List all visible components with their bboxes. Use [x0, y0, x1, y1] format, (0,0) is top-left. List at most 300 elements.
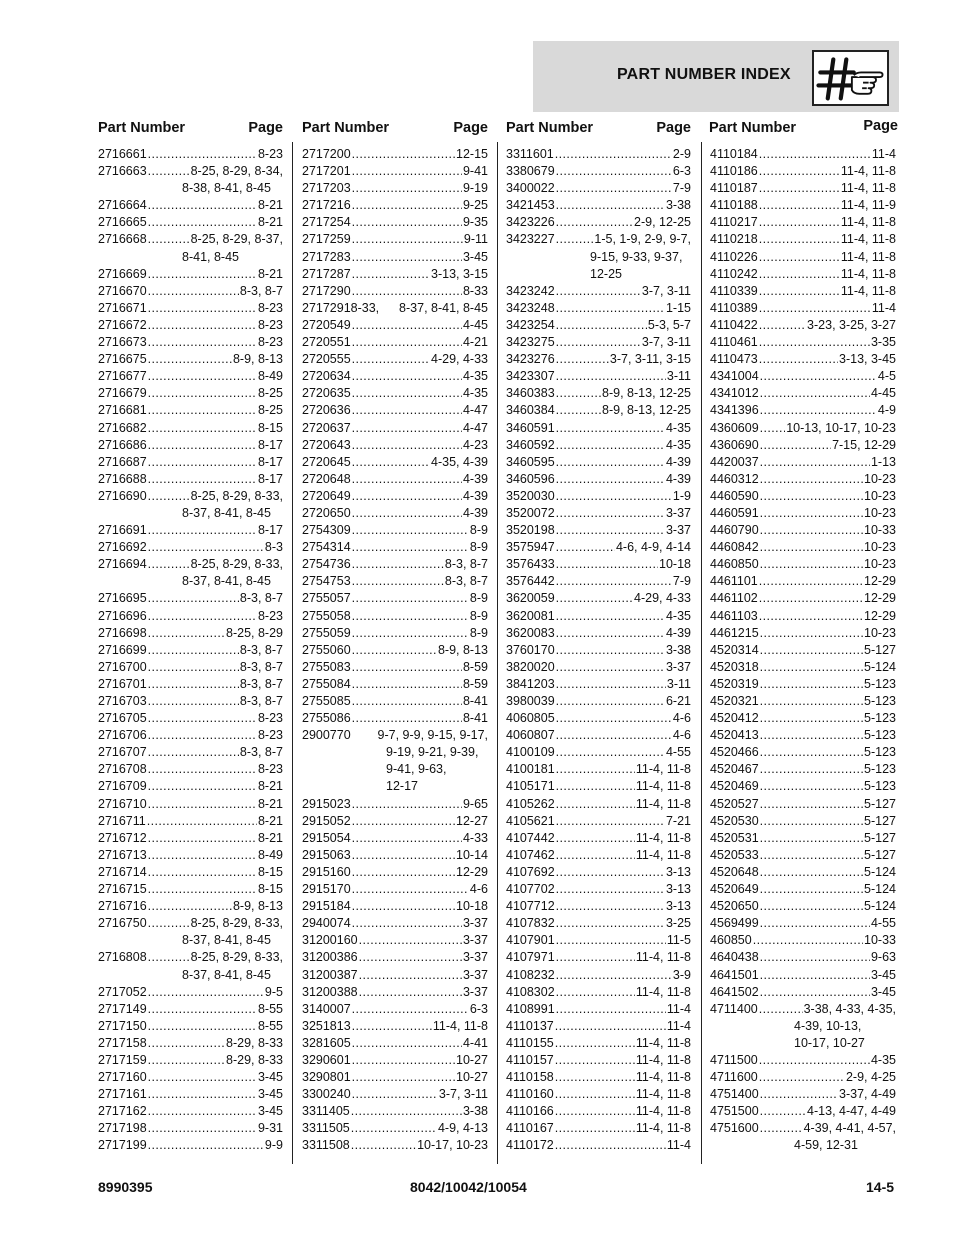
page-references: 8-21 — [257, 266, 283, 281]
index-entry — [506, 573, 691, 590]
index-entry — [506, 710, 691, 727]
index-entry — [506, 676, 691, 693]
page-references: 11-4 — [666, 1138, 691, 1153]
page-references: 8-25, 8-29, 8-33, — [190, 916, 283, 931]
index-entry-line — [710, 146, 896, 163]
dot-leader — [556, 915, 665, 932]
page-references: 8-9, 8-13 — [437, 642, 488, 657]
page-references: 8-49 — [257, 369, 283, 384]
part-number: 2717150 — [98, 1018, 147, 1033]
page-references: 8-23 — [257, 762, 283, 777]
part-number: 4520527 — [710, 796, 759, 811]
dot-leader — [760, 830, 863, 847]
index-entry — [710, 744, 896, 761]
page-references: 8-23 — [257, 711, 283, 726]
page-references: 4-41 — [462, 1035, 488, 1050]
page-references: 10-27 — [456, 1052, 488, 1067]
index-entry — [98, 556, 283, 590]
page-references-continued: 9-19, 9-21, 9-39, — [386, 745, 479, 760]
dot-leader — [148, 727, 257, 744]
index-entry — [710, 266, 896, 283]
part-number: 2716669 — [98, 266, 147, 281]
index-entry — [506, 778, 691, 795]
index-entry-line — [506, 1018, 691, 1035]
page-references: 4-55 — [870, 916, 896, 931]
part-number: 3460595 — [506, 454, 555, 469]
part-number: 4520318 — [710, 659, 759, 674]
index-entry — [98, 608, 283, 625]
index-entry-line — [710, 693, 896, 710]
index-entry — [506, 898, 691, 915]
part-number: 4520319 — [710, 676, 759, 691]
index-entry — [98, 368, 283, 385]
page-references: 5-127 — [864, 830, 896, 845]
footer-doc-number: 8990395 — [98, 1179, 153, 1195]
part-number: 3460591 — [506, 420, 555, 435]
index-entry — [98, 761, 283, 778]
page-references: 8-23 — [257, 608, 283, 623]
page-heading: Page — [863, 118, 898, 134]
dot-leader — [148, 949, 190, 966]
dot-leader — [351, 1137, 416, 1154]
part-number: 4107832 — [506, 916, 555, 931]
page-references: 11-4, 11-9 — [840, 198, 896, 213]
page-references: 5-123 — [864, 728, 896, 743]
index-entry-line — [506, 676, 691, 693]
page-references: 11-4, 11-8 — [635, 1121, 691, 1136]
part-number: 31200386 — [302, 950, 358, 965]
dot-leader — [148, 659, 239, 676]
index-entry — [506, 300, 691, 317]
page-references: 8-25, 8-29 — [226, 625, 283, 640]
part-number: 2720634 — [302, 369, 351, 384]
dot-leader — [759, 317, 806, 334]
index-entry-line — [98, 1001, 283, 1018]
page-references: 4-45 — [462, 317, 488, 332]
index-entry-line — [98, 659, 283, 676]
part-number: 2717160 — [98, 1070, 147, 1085]
index-entry — [302, 984, 488, 1001]
entry-list — [98, 146, 283, 1155]
dot-leader — [352, 522, 469, 539]
part-number: 4110158 — [506, 1070, 554, 1085]
index-entry — [710, 231, 896, 248]
index-entry — [710, 163, 896, 180]
part-number: 2940074 — [302, 916, 351, 931]
index-entry-line — [506, 898, 691, 915]
dot-leader — [352, 864, 455, 881]
page-references: 5-127 — [864, 642, 896, 657]
dot-leader — [760, 967, 870, 984]
page-references: 8-41 — [462, 711, 488, 726]
part-number: 2716713 — [98, 847, 147, 862]
index-entry-line — [302, 608, 488, 625]
part-number: 4520530 — [710, 813, 759, 828]
index-entry-line — [302, 1120, 488, 1137]
index-entry — [98, 710, 283, 727]
index-entry — [302, 488, 488, 505]
page-references: 4-35 — [870, 1052, 896, 1067]
page-references: 4-35 — [462, 386, 488, 401]
index-entry-line — [98, 420, 283, 437]
index-entry — [98, 539, 283, 556]
index-entry — [98, 847, 283, 864]
page-references: 8-25, 8-29, 8-33, — [190, 488, 283, 503]
page-references: 5-127 — [864, 847, 896, 862]
index-entry-line — [710, 351, 896, 368]
page-references: 8-17 — [257, 437, 283, 452]
index-entry-line — [302, 693, 488, 710]
page-references: 3-37 — [665, 523, 691, 538]
index-entry — [98, 1035, 283, 1052]
part-number: 3380679 — [506, 164, 555, 179]
dot-leader — [148, 1103, 257, 1120]
part-number: 2716706 — [98, 728, 147, 743]
dot-leader — [148, 214, 257, 231]
index-entry-line — [506, 710, 691, 727]
index-entry — [710, 249, 896, 266]
part-number: 3311505 — [302, 1121, 350, 1136]
part-number: 2716688 — [98, 471, 147, 486]
dot-leader — [556, 437, 665, 454]
part-number: 2716663 — [98, 164, 147, 179]
part-number: 3423242 — [506, 283, 555, 298]
dot-leader — [760, 368, 877, 385]
index-entry — [506, 505, 691, 522]
dot-leader — [759, 300, 871, 317]
index-entry-line — [302, 1069, 488, 1086]
page-references: 8-3, 8-7 — [239, 676, 283, 691]
index-entry-line — [506, 590, 691, 607]
index-entry-line — [506, 385, 691, 402]
index-entry — [506, 744, 691, 761]
part-number: 2716701 — [98, 676, 147, 691]
index-entry — [506, 437, 691, 454]
dot-leader — [760, 949, 870, 966]
page-references: 11-4, 11-8 — [840, 232, 896, 247]
part-number: 2716714 — [98, 864, 147, 879]
dot-leader — [148, 642, 239, 659]
page-references: 10-33 — [864, 523, 896, 538]
dot-leader — [352, 1035, 462, 1052]
index-entry-line — [506, 967, 691, 984]
index-entry — [710, 727, 896, 744]
page-references: 9-31 — [257, 1121, 283, 1136]
page-references-continued: 8-37, 8-41, 8-45 — [182, 933, 271, 948]
index-entry — [302, 1035, 488, 1052]
index-entry — [710, 864, 896, 881]
part-number: 4420037 — [710, 454, 759, 469]
part-number: 4110217 — [710, 215, 758, 230]
index-entry-line — [710, 967, 896, 984]
index-entry-line — [710, 368, 896, 385]
page-references: 11-4, 11-8 — [635, 1070, 691, 1085]
index-entry-line — [506, 847, 691, 864]
part-number: 2717159 — [98, 1052, 147, 1067]
index-column-4 — [710, 120, 896, 1155]
page-references: 8-9 — [469, 523, 488, 538]
index-entry — [710, 300, 896, 317]
index-entry — [302, 539, 488, 556]
index-entry — [302, 864, 488, 881]
page-references: 4-5 — [877, 369, 896, 384]
footer-page-number: 14-5 — [866, 1179, 895, 1195]
column-header — [302, 120, 488, 146]
column-header — [506, 120, 691, 146]
dot-leader — [556, 539, 615, 556]
index-entry-line — [302, 146, 488, 163]
index-entry — [98, 1018, 283, 1035]
part-number-heading: Part Number — [302, 120, 390, 136]
index-entry-line — [98, 642, 283, 659]
dot-leader — [352, 1052, 455, 1069]
index-entry — [302, 368, 488, 385]
part-number: 2716695 — [98, 591, 147, 606]
page-references-continued: 8-41, 8-45 — [182, 249, 239, 264]
index-entry — [710, 778, 896, 795]
index-entry — [506, 796, 691, 813]
dot-leader — [760, 385, 870, 402]
dot-leader — [352, 351, 430, 368]
index-entry — [302, 1137, 488, 1154]
page-references: 5-124 — [864, 899, 896, 914]
index-entry-line — [98, 231, 283, 248]
index-entry-line — [710, 249, 896, 266]
index-entry-line — [98, 556, 283, 573]
index-entry — [98, 334, 283, 351]
page-references: 9-7, 9-9, 9-15, 9-17, — [377, 728, 488, 743]
part-number: 2720649 — [302, 488, 351, 503]
part-number: 3460596 — [506, 471, 555, 486]
part-number: 4520467 — [710, 762, 759, 777]
page-references: 11-4, 11-8 — [840, 164, 896, 179]
index-entry — [302, 727, 488, 795]
page-references: 3-37 — [462, 916, 488, 931]
part-number: 2754736 — [302, 557, 351, 572]
index-entry — [710, 881, 896, 898]
dot-leader — [760, 813, 863, 830]
dot-leader — [352, 505, 462, 522]
part-number: 2755059 — [302, 625, 351, 640]
index-entry-line — [506, 334, 691, 351]
part-number: 2716694 — [98, 557, 147, 572]
index-entry — [710, 676, 896, 693]
page-references: 8-3, 8-7 — [444, 557, 488, 572]
page-references: 9-35 — [462, 215, 488, 230]
page-references: 2-9, 4-25 — [845, 1070, 896, 1085]
dot-leader — [555, 146, 672, 163]
index-entry — [506, 608, 691, 625]
part-number-heading: Part Number — [506, 120, 594, 136]
page-references: 11-4, 11-8 — [635, 762, 691, 777]
index-entry-line — [98, 744, 283, 761]
index-entry-line — [710, 744, 896, 761]
index-entry-line — [506, 471, 691, 488]
index-entry — [302, 710, 488, 727]
dot-leader — [759, 334, 870, 351]
page-references: 5-123 — [864, 711, 896, 726]
dot-leader — [148, 625, 225, 642]
dot-leader — [352, 317, 462, 334]
index-entry — [506, 949, 691, 966]
index-entry — [506, 932, 691, 949]
part-number: 4520413 — [710, 728, 759, 743]
part-number: 2720650 — [302, 505, 351, 520]
index-entry-line — [710, 437, 896, 454]
part-number: 3620059 — [506, 591, 555, 606]
index-entry — [302, 146, 488, 163]
index-entry — [710, 522, 896, 539]
part-number: 2755083 — [302, 659, 351, 674]
dot-leader — [759, 249, 840, 266]
index-entry — [710, 847, 896, 864]
dot-leader — [352, 402, 462, 419]
index-entry — [506, 471, 691, 488]
dot-leader — [760, 437, 831, 454]
index-entry — [710, 813, 896, 830]
part-number: 2755060 — [302, 642, 351, 657]
part-number: 31200160 — [302, 933, 358, 948]
part-number: 2716709 — [98, 779, 147, 794]
part-number: 3311508 — [302, 1138, 350, 1153]
index-entry-line — [98, 402, 283, 419]
part-number: 2915170 — [302, 882, 351, 897]
part-number: 3311405 — [302, 1104, 350, 1119]
index-entry — [710, 556, 896, 573]
page-references: 8-21 — [257, 215, 283, 230]
part-number: 2720635 — [302, 386, 351, 401]
page-references: 10-23 — [864, 505, 896, 520]
index-entry-line — [302, 283, 488, 300]
part-number: 2915063 — [302, 847, 351, 862]
part-number: 2716712 — [98, 830, 147, 845]
page-references: 4-13, 4-47, 4-49 — [807, 1104, 896, 1119]
index-entry-line — [98, 693, 283, 710]
page-references: 8-3, 8-7 — [239, 745, 283, 760]
index-entry-line — [98, 796, 283, 813]
page-references: 4-33 — [462, 830, 488, 845]
part-number: 4461103 — [710, 608, 758, 623]
part-number: 2755084 — [302, 676, 351, 691]
page-references: 5-123 — [864, 676, 896, 691]
part-number: 4110167 — [506, 1121, 554, 1136]
page-references-continued: 12-25 — [590, 266, 622, 281]
index-entry — [710, 693, 896, 710]
page-references: 4-21 — [462, 335, 488, 350]
part-number: 2755086 — [302, 711, 351, 726]
index-entry-line — [98, 163, 283, 180]
page-references: 3-13 — [665, 882, 691, 897]
page-references: 4-29, 4-33 — [634, 591, 691, 606]
dot-leader — [556, 676, 666, 693]
page-references: 11-4 — [666, 1001, 691, 1016]
index-entry — [98, 266, 283, 283]
index-entry-line — [98, 1035, 283, 1052]
index-entry-line — [302, 334, 488, 351]
index-entry — [98, 1001, 283, 1018]
page-references: 4-35 — [665, 420, 691, 435]
column-divider — [701, 142, 702, 1164]
index-entry-line — [506, 505, 691, 522]
page-references: 5-123 — [864, 779, 896, 794]
page-references: 5-124 — [864, 882, 896, 897]
dot-leader — [148, 1137, 264, 1154]
index-entry-line — [506, 1103, 691, 1120]
page-references: 8-9 — [469, 540, 488, 555]
index-entry-line — [302, 1001, 488, 1018]
page-references: 1-15 — [665, 300, 691, 315]
dot-leader — [148, 146, 257, 163]
index-entry-line — [98, 1086, 283, 1103]
page-references: 9-19 — [462, 181, 488, 196]
index-entry — [506, 163, 691, 180]
dot-leader — [352, 163, 462, 180]
dot-leader — [148, 744, 239, 761]
index-entry-line — [98, 898, 283, 915]
index-entry — [302, 813, 488, 830]
part-number: 2754314 — [302, 540, 351, 555]
part-number: 4107442 — [506, 830, 555, 845]
index-entry-line — [506, 488, 691, 505]
page-references-continued: 12-17 — [386, 779, 418, 794]
page-references: 8-25, 8-29, 8-33, — [190, 950, 283, 965]
dot-leader — [759, 180, 840, 197]
page-references: 11-4, 11-8 — [635, 1052, 691, 1067]
index-entry — [302, 796, 488, 813]
part-number: 2716661 — [98, 147, 147, 161]
dot-leader — [759, 573, 863, 590]
index-entry — [506, 368, 691, 385]
dot-leader — [352, 1001, 469, 1018]
part-number: 2716690 — [98, 488, 147, 503]
page-references: 6-3 — [469, 1001, 488, 1016]
index-column-3 — [506, 120, 691, 1155]
index-entry-line — [506, 454, 691, 471]
index-entry-line — [506, 1069, 691, 1086]
page-references: 10-23 — [864, 488, 896, 503]
part-number: 4108302 — [506, 984, 555, 999]
index-entry — [98, 659, 283, 676]
page-references: 4-39 — [665, 454, 691, 469]
dot-leader — [352, 180, 462, 197]
page-references: 8-25, 8-29, 8-33, — [190, 557, 283, 572]
dot-leader — [556, 864, 665, 881]
page-references: 8-15 — [257, 882, 283, 897]
part-number: 4060807 — [506, 728, 555, 743]
index-entry — [710, 898, 896, 915]
dot-leader — [148, 881, 257, 898]
index-entry — [302, 625, 488, 642]
page-references: 11-4, 11-8 — [840, 215, 896, 230]
index-entry-line — [98, 385, 283, 402]
index-entry — [710, 214, 896, 231]
page-references: 3-45 — [257, 1087, 283, 1102]
dot-leader — [760, 488, 863, 505]
part-number: 4110186 — [710, 164, 758, 179]
page-references: 12-29 — [864, 574, 896, 589]
page-references: 10-13, 10-17, 10-23 — [786, 420, 896, 435]
index-entry-line — [302, 1035, 488, 1052]
index-entry — [506, 539, 691, 556]
index-entry-line — [710, 1001, 896, 1018]
index-entry — [506, 1018, 691, 1035]
page-references: 7-15, 12-29 — [832, 437, 896, 452]
index-entry — [302, 300, 488, 317]
index-entry-line — [302, 471, 488, 488]
index-entry — [710, 402, 896, 419]
index-entry — [98, 898, 283, 915]
index-entry-line — [710, 505, 896, 522]
